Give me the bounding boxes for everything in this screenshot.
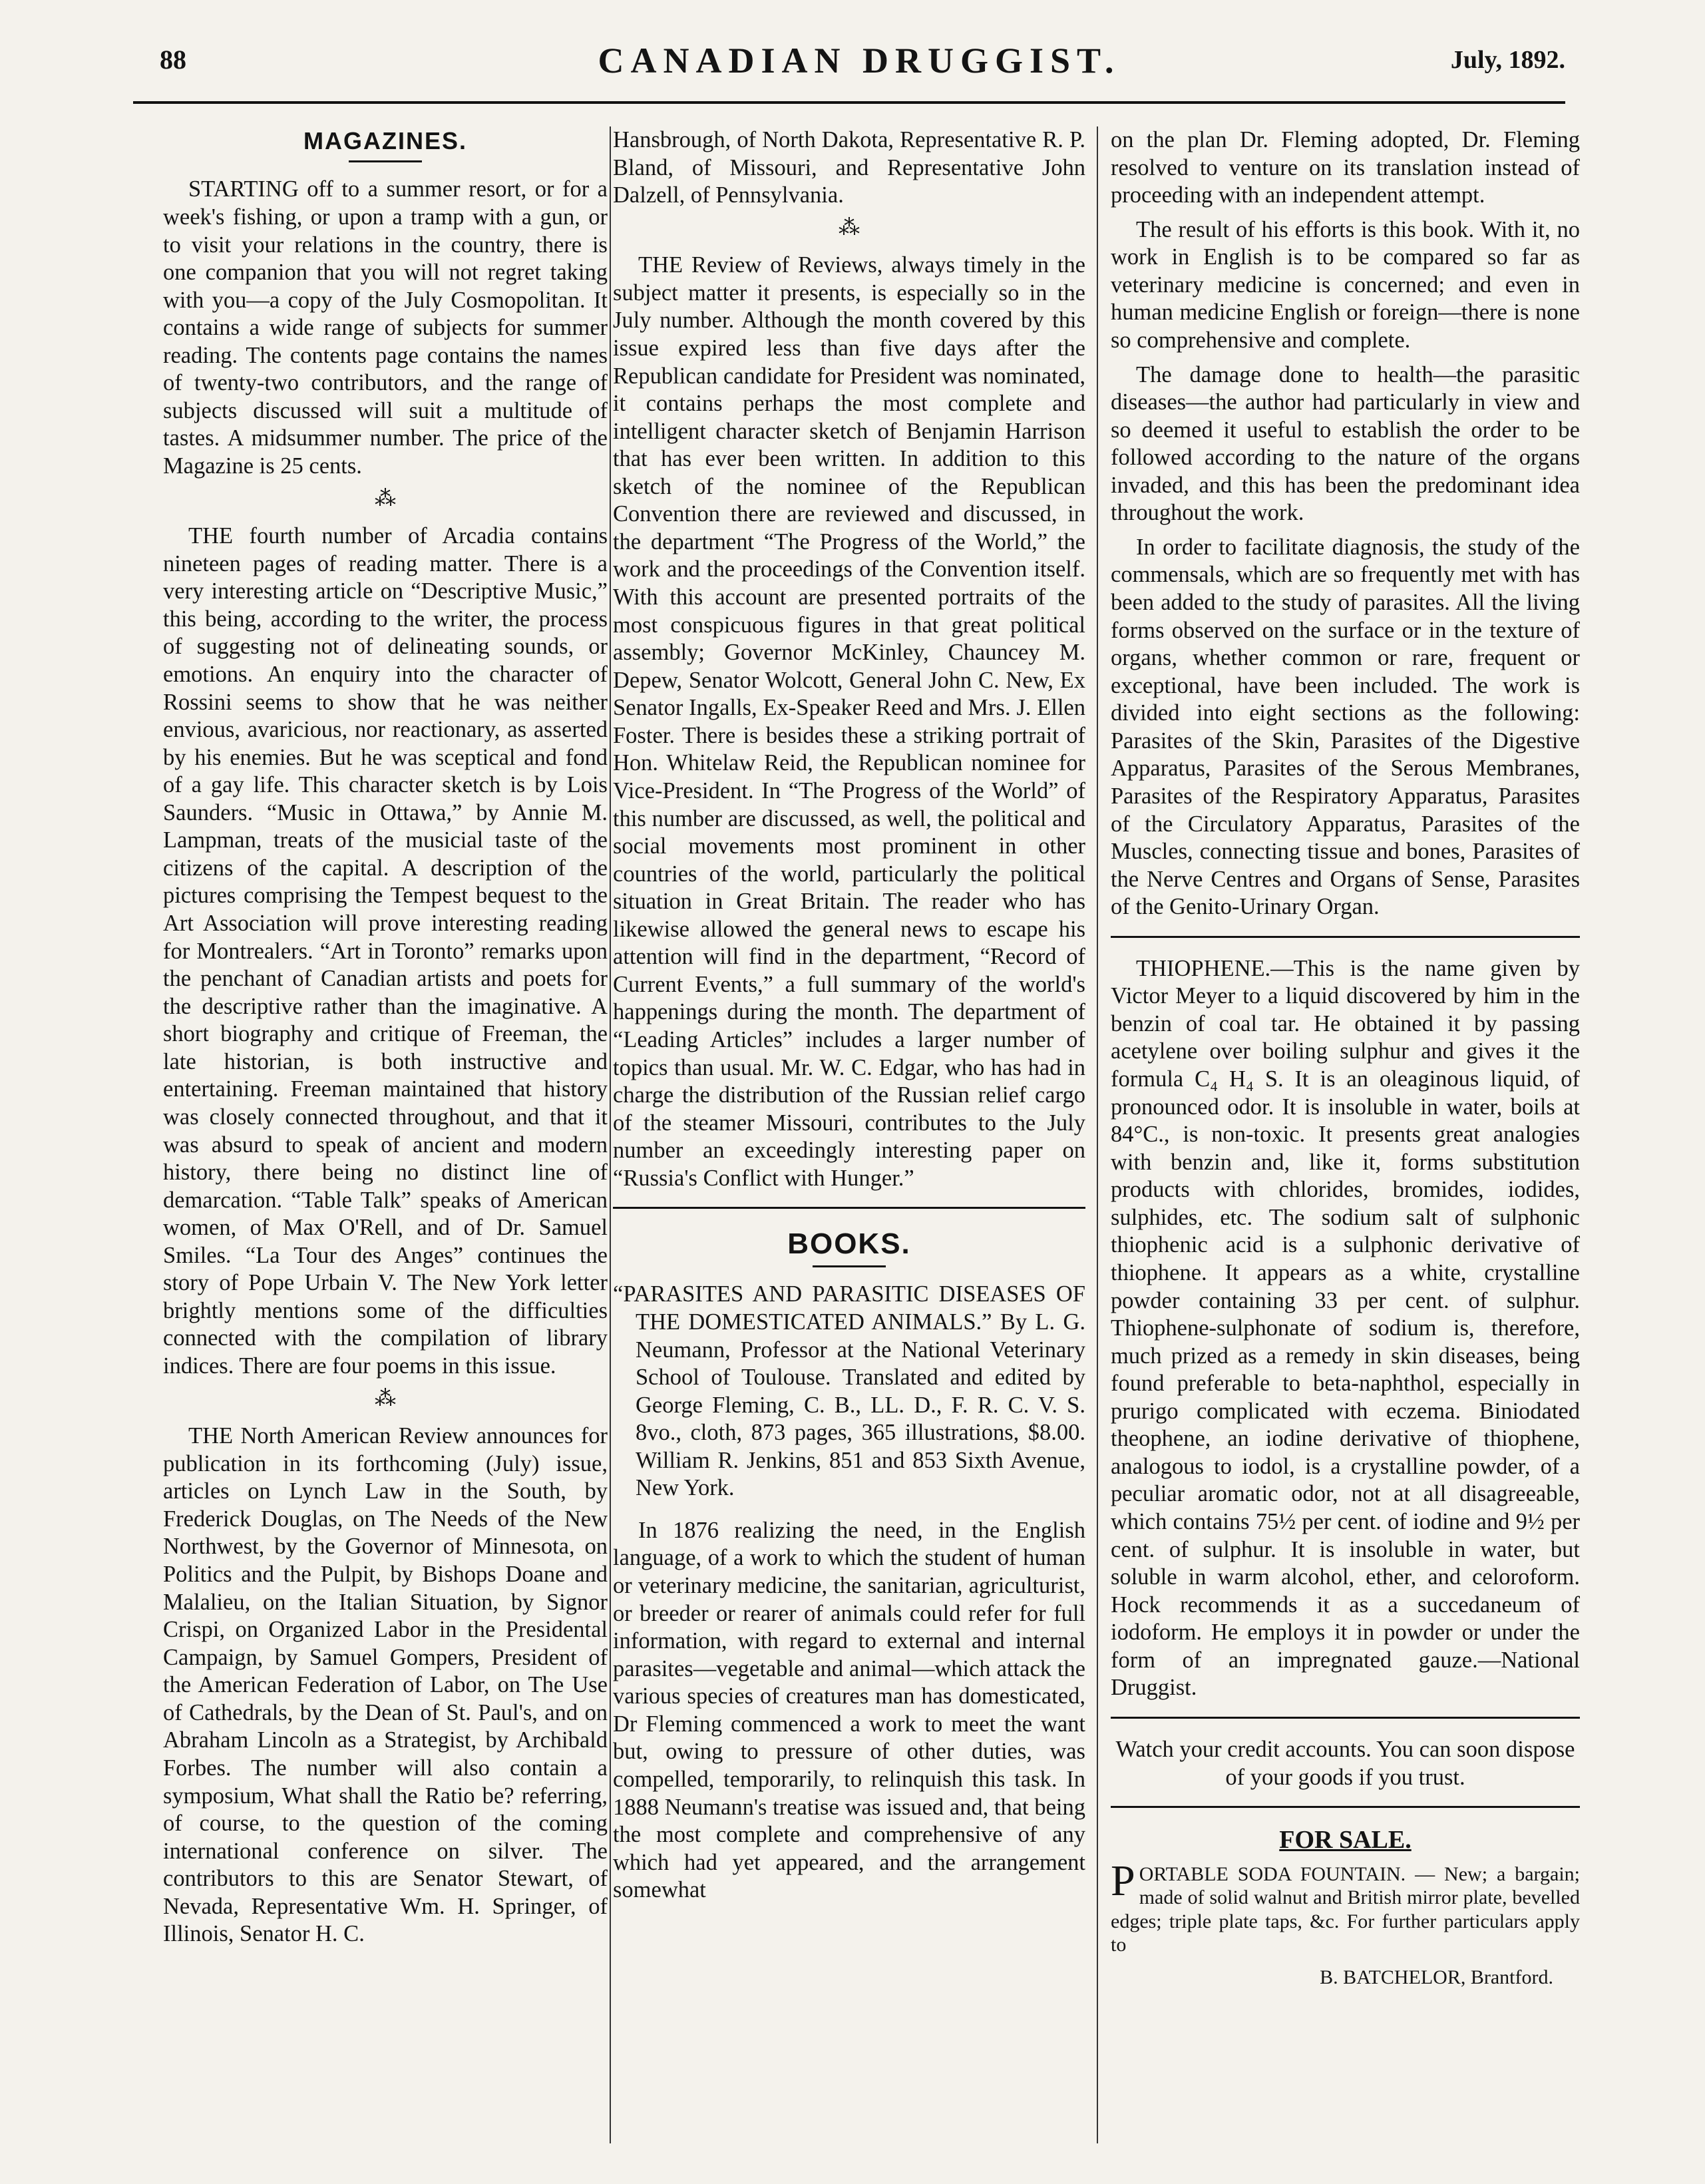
for-sale-text: ORTABLE SODA FOUNTAIN. — New; a bargain; made of solid walnut and British mirror plate, bevelled edges; triple plate taps, &c. For further particulars apply to [1111,1862,1580,1956]
page-header [153,40,1565,93]
column-1 [163,126,608,1955]
header-rule [133,101,1565,104]
column-3 [1111,126,1580,1997]
book-review-damage: The damage done to health—the parasitic diseases—the author had particularly in view and so deemed it useful to establish the order to be followed according to the nature of the organs invaded, and this has been the predominant idea throughout the work. [1111,361,1580,526]
for-sale-heading: FOR SALE. [1279,1826,1412,1855]
advertiser-signature: B. BATCHELOR, Brantford. [1320,1966,1553,1989]
review-of-reviews-paragraph: THE Review of Reviews, always timely in the subject matter it presents, is especially so in the July number. Although the month covered by this issue expired less than five days after the Republican candidate for President was nominated, it contains perhaps the most complete and intelligent character sketch of Benjamin Harrison that has ever been written. In addition to this sketch of the nominee of the Republican Convention there are reviewed and discussed, in the department “The Progress of the World,” the work and the proceedings of the Convention itself. With this account are presented portraits of the most conspicuous figures in that great political assembly; Governor McKinley, Chauncey M. Depew, Senator Wolcott, General John C. New, Ex Senator Ingalls, Ex-Speaker Reed and Mrs. J. Ellen Foster. There is besides these a striking portrait of Hon. Whitelaw Reid, the Republican nominee for Vice-President. In “The Progress of the World” of this number are discussed, as well, the political and social movements most prominent in other countries of the world, particularly the political situation in Great Britain. The reader who has likewise allowed the general news to escape his attention will find in the department, “Record of Current Events,” a full summary of the world's happenings during the month. The department of “Leading Articles” includes a larger number of topics than usual. Mr. W. C. Edgar, who has had in charge the distribution of the Russian relief cargo of the steamer Missouri, contributes to the July number an exceedingly interesting paper on “Russia's Conflict with Hunger.” [613,252,1085,1191]
books-heading: BOOKS. [787,1227,911,1261]
credit-note: Watch your credit accounts. You can soon dispose of your goods if you trust. [1115,1736,1575,1790]
asterism: ⁂ [375,485,396,510]
book-review-diagnosis: In order to facilitate diagnosis, the study of the commensals, which are so frequently met with has been added to the study of parasites. All the living forms observed on the surface or in the texture of organs, whether common or rare, frequent or exceptional, have been included. The work is divided into eight sections as the following: Parasites of the Skin, Parasites of the Digestive Apparatus, Parasites of the Serous Membranes, Parasites of the Respiratory Apparatus, Parasites of the Circulatory Apparatus, Parasites of the Muscles, connecting tissue and bones, Parasites of the Nerve Centres and Organs of Sense, Parasites of the Genito-Urinary Organ. [1111,534,1580,920]
book-review-paragraph: In 1876 realizing the need, in the English language, of a work to which the student of human or veterinary medicine, the sanitarian, agriculturist, or breeder or rearer of animals could refer for full information, with regard to external and internal parasites—vegetable and animal—which attack the various species of creatures man has domesticated, Dr Fleming commenced a work to meet the want but, owing to pressure of other duties, was compelled, temporarily, to relinquish this task. In 1888 Neumann's treatise was issued and, that being the most complete and comprehensive of any which had yet appeared, and the arrangement somewhat [613,1517,1085,1903]
arcadia-paragraph: THE fourth number of Arcadia contains nineteen pages of reading matter. There is a very interesting article on “Descriptive Music,” this being, according to the writer, the process of suggesting not of delineating sounds, or emotions. An enquiry into the character of Rossini seems to show that he was neither envious, avaricious, nor reactionary, as asserted by his enemies. But he was sceptical and fond of a gay life. This character sketch is by Lois Saunders. “Music in Ottawa,” by Annie M. Lampman, treats of the musicial taste of the citizens of the capital. A description of the pictures comprising the Tempest bequest to the Art Association will prove interesting reading for Montrealers. “Art in Toronto” remarks upon the penchant of Canadian artists and poets for the descriptive rather than the imaginative. A short biography and critique of Freeman, the late historian, is both instructive and entertaining. Freeman maintained that history was closely connected throughout, and that it was absurd to speak of ancient and modern history, there being no distinct line of demarcation. “Table Talk” speaks of American women, of Max O'Rell, and of Dr. Samuel Smiles. “La Tour des Anges” continues the story of Pope Urbain V. The New York letter brightly mentions some of the difficulties connected with the compilation of library indices. There are four poems in this issue. [163,523,608,1379]
column-divider [1097,126,1098,2143]
column-2 [613,126,1085,1911]
magazines-heading: MAGAZINES. [303,127,467,154]
north-american-review-paragraph: THE North American Review announces for publication in its forthcoming (July) issue, articles on Lynch Law in the South, by Frederick Douglas, on The Needs of the New Northwest, by the Governor of Minnesota, on Politics and the Pulpit, by Bishops Doane and Malalieu, on the Italian Situation, by Signor Crispi, on Organized Labor in the Presidental Campaign, by Samuel Gompers, President of the American Federation of Labor, on The Use of Cathedrals, by the Dean of St. Paul's, and on Abraham Lincoln as a Strategist, by Archibald Forbes. The number will also contain a symposium, What shall the Ratio be? referring, of course, to the question of the coming international conference on silver. The contributors to this are Senator Stewart, of Nevada, Representative Wm. H. Springer, of Illinois, Senator H. C. [163,1423,608,1947]
book-entry: “PARASITES AND PARASITIC DISEASES OF THE DOMESTICATED ANIMALS.” By L. G. Neumann, Professor at the National Veterinary School of Toulouse. Translated and edited by George Fleming, C. B., LL. D., F. R. C. V. S. 8vo., cloth, 873 pages, 365 illustrations, $8.00. William R. Jenkins, 851 and 853 Sixth Avenue, New York. [613,1281,1085,1501]
section-rule [1111,936,1580,938]
asterism: ⁂ [375,1385,396,1410]
for-sale-ad [1111,1856,1580,1957]
journal-title: CANADIAN DRUGGIST. [598,41,1121,81]
book-review-continued: on the plan Dr. Fleming adopted, Dr. Fleming resolved to venture on its translation instead of proceeding with an independent attempt. [1111,127,1580,208]
page-number: 88 [160,45,186,75]
cosmopolitan-paragraph: STARTING off to a summer resort, or for a week's fishing, or upon a tramp with a gun, or to visit your relations in the country, there is one companion that you will not regret taking with you—a copy of the July Cosmopolitan. It contains a wide range of subjects for summer reading. The contents page contains the names of twenty-two contributors, and the range of subjects discussed will suit a multitude of tastes. A midsummer number. The price of the Magazine is 25 cents. [163,176,608,479]
thiophene-paragraph: THIOPHENE.—This is the name given by Victor Meyer to a liquid discovered by him in the benzin of coal tar. He obtained it by passing acetylene over boiling sulphur and gives it the formula C₄ H₄ S. It is an oleaginous liquid, of pronounced odor. It is insoluble in water, boils at 84°C., is non-toxic. It presents great analogies with benzin and, like it, forms substitution products with chlorides, bromides, iodides, sulphides, etc. The sodium salt of sulphonic thiophenic acid is a sulphonic derivative of thiophene. It appears as a white, crystalline powder containing 33 per cent. of sulphur. Thiophene-sulphonate of sodium is, therefore, much prized as a remedy in skin diseases, being found preferable to beta-naphthol, especially in prurigo complicated with eczema. Biniodated theophene, an iodine derivative of thiophene, analogous to iodol, is a crystalline powder, of a peculiar aromatic odor, not at all disagreeable, which contains 75½ per cent. of iodine and 9½ per cent. of sulphur. It is insoluble in water, but soluble in warm alcohol, ether, and celoroform. Hock recommends it as a succedaneum of iodoform. He employs it in powder or under the form of an impregnated gauze.—National Druggist. [1111,955,1580,1701]
section-rule [1111,1806,1580,1808]
heading-rule [813,1265,886,1267]
heading-rule [349,160,422,162]
section-rule [613,1207,1085,1209]
column-divider [610,126,611,2143]
issue-date: July, 1892. [1450,46,1565,74]
section-rule [1111,1717,1580,1719]
book-review-result: The result of his efforts is this book. With it, no work in English is to be compared so far as veterinary medicine is concerned; and even in human medicine English or foreign—there is none so comprehensive and complete. [1111,216,1580,353]
asterism: ⁂ [839,214,860,239]
drop-cap: P [1111,1856,1135,1905]
north-american-review-continued: Hansbrough, of North Dakota, Representative R. P. Bland, of Missouri, and Representative John Dalzell, of Pennsylvania. [613,127,1085,208]
